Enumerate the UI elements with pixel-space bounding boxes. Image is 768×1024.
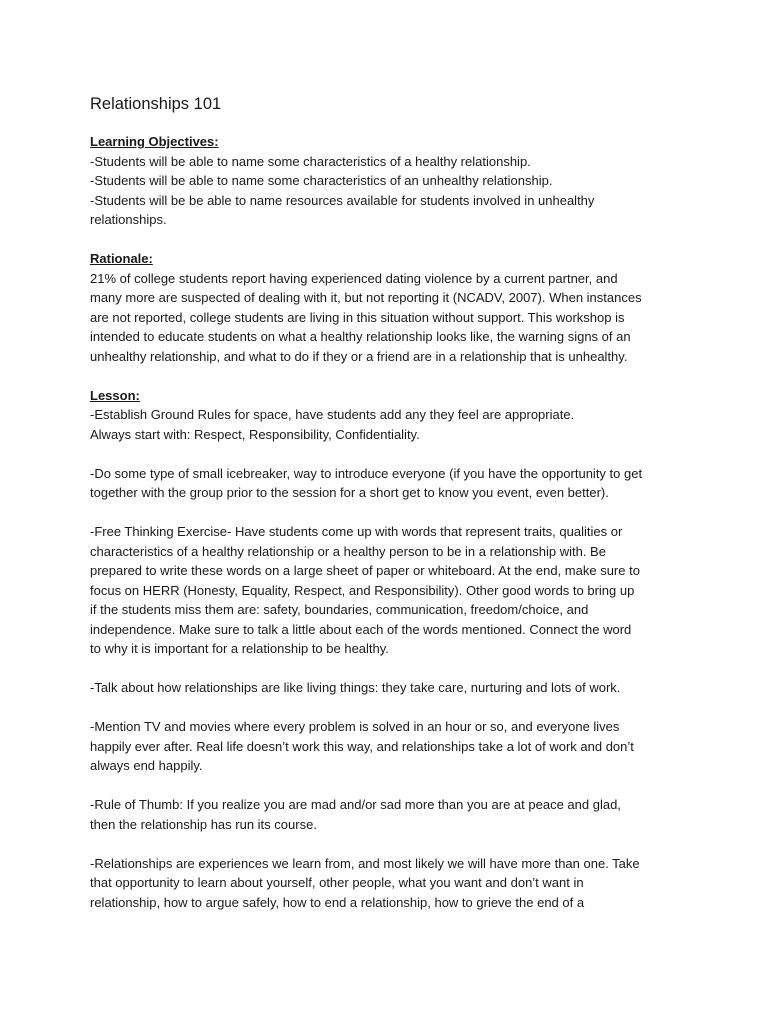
- text-line: -Students will be able to name some characteristics of a healthy relationship.: [90, 153, 531, 169]
- text-line: prepared to write these words on a large sheet of paper or whiteboard. At the end, make sure to: [90, 563, 640, 578]
- text-line: if the students miss them are: safety, boundaries, communication, freedom/choice, and: [90, 602, 589, 617]
- text-line: -Students will be able to name some characteristics of an unhealthy relationship.: [90, 173, 553, 188]
- section-spacer: [90, 230, 708, 250]
- text-line: independence. Make sure to talk a little about each of the words mentioned. Connect the word: [90, 621, 632, 637]
- paragraph: [90, 464, 708, 503]
- document-title: Relationships 101: [90, 95, 222, 113]
- text-line: Always start with: Respect, Responsibility, Confidentiality.: [90, 426, 420, 442]
- paragraph: [90, 678, 708, 698]
- text-line: -Talk about how relationships are like living things: they take care, nurturing and lots of work.: [90, 680, 621, 695]
- text-line: are not reported, college students are living in this situation without support. This workshop is: [90, 309, 625, 325]
- text-line: to why it is important for a relationship to be healthy.: [90, 641, 389, 656]
- paragraph-spacer: [90, 776, 708, 796]
- text-line: -Mention TV and movies where every problem is solved in an hour or so, and everyone lives: [90, 719, 620, 734]
- section-spacer: [90, 366, 708, 386]
- paragraph: [90, 269, 708, 367]
- text-line: -Establish Ground Rules for space, have students add any they feel are appropriate.: [90, 407, 575, 422]
- section-heading: Lesson:: [90, 387, 140, 403]
- text-line: many more are suspected of dealing with it, but not reporting it (NCADV, 2007). When instances: [90, 290, 642, 305]
- text-line: that opportunity to learn about yourself, other people, what you want and don’t want in: [90, 875, 584, 890]
- text-line: -Rule of Thumb: If you realize you are mad and/or sad more than you are at peace and glad,: [90, 797, 621, 812]
- text-line: always end happily.: [90, 758, 203, 773]
- text-line: happily ever after. Real life doesn’t work this way, and relationships take a lot of work and don’t: [90, 738, 634, 754]
- paragraph-spacer: [90, 834, 708, 854]
- text-line: relationships.: [90, 212, 167, 227]
- paragraph-spacer: [90, 698, 708, 718]
- paragraph: [90, 522, 708, 659]
- document-section: [90, 386, 708, 913]
- paragraph-spacer: [90, 503, 708, 523]
- paragraph: [90, 854, 708, 913]
- text-line: then the relationship has run its course.: [90, 816, 317, 832]
- document-body: [90, 132, 708, 912]
- paragraph: [90, 152, 708, 230]
- text-line: characteristics of a healthy relationship or a healthy person to be in a relationship with. Be: [90, 543, 606, 559]
- text-line: -Students will be be able to name resources available for students involved in unhealthy: [90, 192, 595, 208]
- paragraph-spacer: [90, 659, 708, 679]
- document-section: [90, 132, 708, 230]
- section-heading: Rationale:: [90, 251, 153, 266]
- paragraph: [90, 717, 708, 776]
- text-line: intended to educate students on what a healthy relationship looks like, the warning signs of an: [90, 329, 631, 344]
- document-section: [90, 249, 708, 366]
- text-line: -Do some type of small icebreaker, way to introduce everyone (if you have the opportunity to get: [90, 465, 643, 481]
- text-line: focus on HERR (Honesty, Equality, Respect, and Responsibility). Other good words to bring up: [90, 582, 635, 598]
- text-line: 21% of college students report having experienced dating violence by a current partner, and: [90, 270, 618, 286]
- paragraph-spacer: [90, 444, 708, 464]
- text-line: relationship, how to argue safely, how to end a relationship, how to grieve the end of a: [90, 894, 585, 910]
- text-line: together with the group prior to the session for a short get to know you event, even better).: [90, 485, 609, 500]
- paragraph: [90, 405, 708, 444]
- text-line: -Relationships are experiences we learn from, and most likely we will have more than one. Take: [90, 855, 640, 871]
- text-line: -Free Thinking Exercise- Have students come up with words that represent traits, qualities or: [90, 524, 623, 539]
- text-line: unhealthy relationship, and what to do if they or a friend are in a relationship that is unhealthy.: [90, 348, 628, 364]
- section-heading: Learning Objectives:: [90, 134, 219, 149]
- paragraph: [90, 795, 708, 834]
